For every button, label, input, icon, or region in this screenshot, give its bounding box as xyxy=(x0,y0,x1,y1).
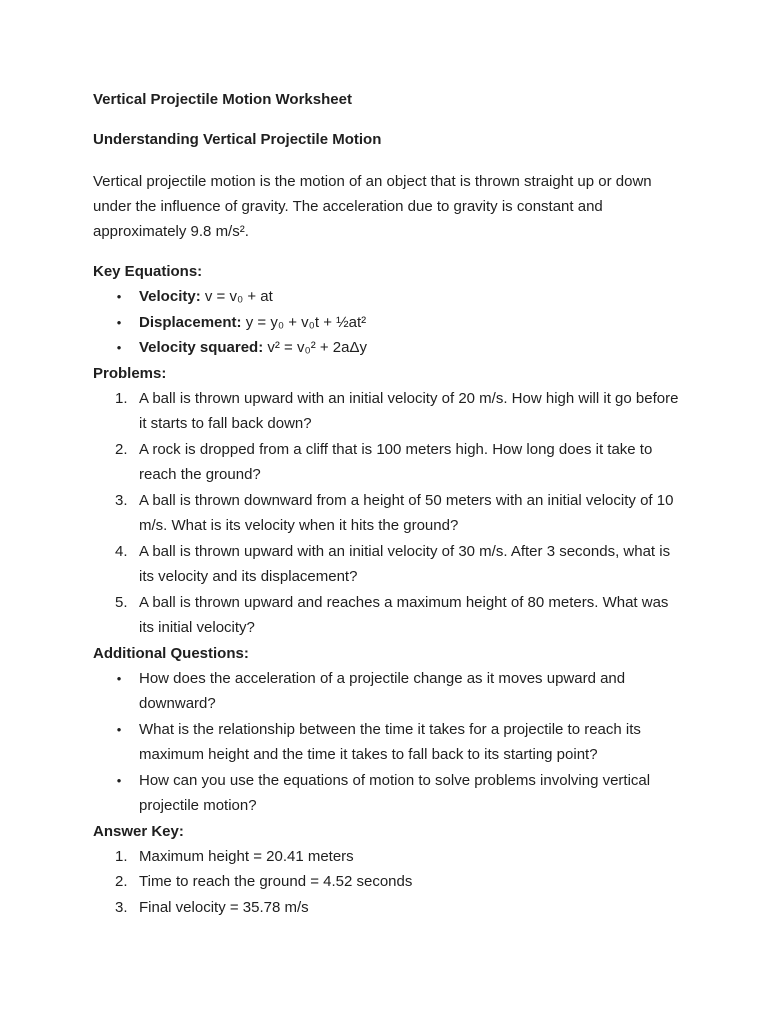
bullet-icon: • xyxy=(116,340,122,355)
additional-questions-heading: Additional Questions: xyxy=(93,644,249,662)
answer-key-list xyxy=(93,844,683,921)
item-number: 2. xyxy=(115,873,128,890)
problem-item xyxy=(93,590,683,641)
problem-item xyxy=(93,386,683,437)
equation-item-displacement xyxy=(93,310,683,336)
equation-formula: v² = v₀² + 2aΔy xyxy=(267,339,367,356)
answer-text: Maximum height = 20.41 meters xyxy=(139,847,354,865)
problem-text: A ball is thrown upward with an initial velocity of 30 m/s. After 3 seconds, what is its velocity and its displacement? xyxy=(139,542,671,585)
question-text: How does the acceleration of a projectile change as it moves upward and downward? xyxy=(139,669,626,712)
problem-item xyxy=(93,488,683,539)
question-item xyxy=(93,768,683,819)
bullet-icon: • xyxy=(116,314,122,330)
question-text: What is the relationship between the time it takes for a projectile to reach its maximum height and the time it takes to fall back to its starting point? xyxy=(139,720,641,763)
equation-item-velocity xyxy=(93,284,683,310)
problems-heading: Problems: xyxy=(93,364,167,382)
answer-text: Final velocity = 35.78 m/s xyxy=(139,898,309,916)
problem-text: A ball is thrown upward with an initial velocity of 20 m/s. How high will it go before it starts to fall back down? xyxy=(139,389,679,432)
item-number: 5. xyxy=(115,593,128,611)
question-item xyxy=(93,717,683,768)
bullet-icon: • xyxy=(116,772,122,788)
question-item xyxy=(93,666,683,717)
item-number: 3. xyxy=(115,491,128,509)
intro-paragraph: Vertical projectile motion is the motion of an object that is thrown straight up or down under the influence of gravity. The acceleration due to gravity is constant and approximately 9.8 m/s². xyxy=(93,173,652,240)
item-number: 2. xyxy=(115,440,128,458)
additional-questions-list xyxy=(93,666,683,819)
equation-label: Velocity squared: xyxy=(139,339,264,356)
key-equations-heading: Key Equations: xyxy=(93,263,203,280)
problem-item xyxy=(93,539,683,590)
problem-item xyxy=(93,437,683,488)
bullet-icon: • xyxy=(116,289,122,304)
item-number: 1. xyxy=(115,389,128,407)
equation-label: Displacement: xyxy=(139,313,242,331)
answer-key-heading: Answer Key: xyxy=(93,822,184,840)
question-text: How can you use the equations of motion to solve problems involving vertical projectile motion? xyxy=(139,771,651,814)
item-number: 3. xyxy=(115,898,128,916)
item-number: 4. xyxy=(115,542,128,560)
equation-formula: v = v₀ + at xyxy=(204,288,273,305)
section-title: Understanding Vertical Projectile Motion xyxy=(93,131,382,148)
equation-label: Velocity: xyxy=(139,288,201,305)
document-title: Vertical Projectile Motion Worksheet xyxy=(93,91,352,108)
bullet-icon: • xyxy=(116,721,122,737)
answer-item xyxy=(93,844,683,870)
answer-item xyxy=(93,895,683,921)
answer-text: Time to reach the ground = 4.52 seconds xyxy=(139,873,413,890)
equation-formula: y = y₀ + v₀t + ½at² xyxy=(245,313,367,331)
answer-item xyxy=(93,869,683,895)
problems-list xyxy=(93,386,683,641)
problem-text: A rock is dropped from a cliff that is 100 meters high. How long does it take to reach the ground? xyxy=(139,440,653,483)
bullet-icon: • xyxy=(116,670,122,686)
problem-text: A ball is thrown upward and reaches a maximum height of 80 meters. What was its initial velocity? xyxy=(139,593,669,636)
key-equations-list xyxy=(93,284,683,361)
equation-item-velocity-squared xyxy=(93,335,683,361)
problem-text: A ball is thrown downward from a height of 50 meters with an initial velocity of 10 m/s. What is its velocity when it hits the ground? xyxy=(139,491,674,534)
item-number: 1. xyxy=(115,847,128,865)
